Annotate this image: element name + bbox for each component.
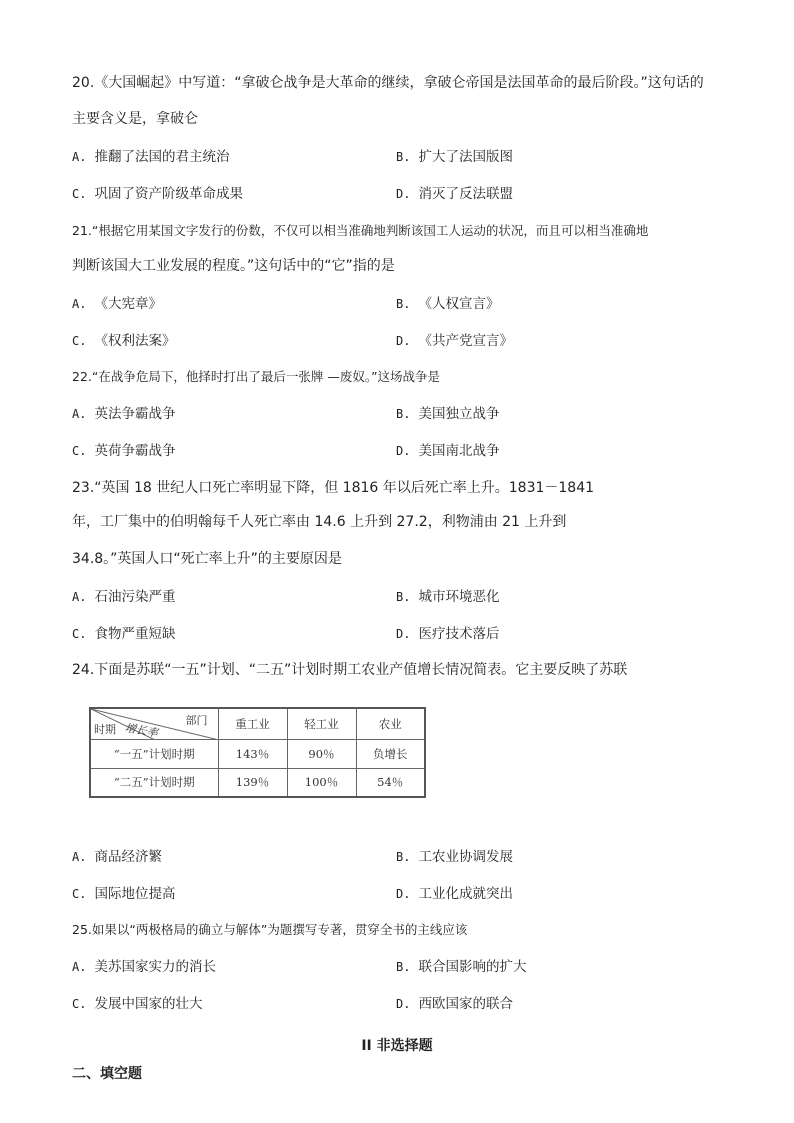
q22-stem-line1: 22.“在战争危局下，他择时打出了最后一张牌 —废奴。”这场战争是 [72,369,441,384]
q25-option-a: A. 美苏国家实力的消长 [72,959,216,975]
table-cell: 139％ [218,768,287,797]
table-header-cell: 轻工业 [287,708,356,739]
q22-option-c: C. 英荷争霸战争 [72,443,176,459]
table-row [90,739,425,768]
table-cell: 负增长 [356,739,425,768]
q24-stem-line1: 24.下面是苏联“一五”计划、“二五”计划时期工农业产值增长情况简表。它主要反映了苏联 [72,662,628,678]
part-two-title: II 非选择题 [361,1038,433,1054]
q21-option-a: A. 《大宪章》 [72,296,162,312]
table-cell: 90％ [287,739,356,768]
corner-period-label: 时期 [94,722,116,736]
corner-rate-label: 增长率 [124,721,159,740]
q20-option-d: D. 消灭了反法联盟 [396,186,513,202]
q23-stem-line1: 23.“英国 18 世纪人口死亡率明显下降，但 1816 年以后死亡率上升。1831－1841 [72,480,595,496]
q21-stem-line2: 判断该国大工业发展的程度。”这句话中的“它”指的是 [72,258,395,274]
table-cell: 143％ [218,739,287,768]
table-corner-cell [90,708,218,739]
q24-option-d: D. 工业化成就突出 [396,886,513,902]
q22-option-b: B. 美国独立战争 [396,406,500,422]
section-title-fill-blank: 二、填空题 [72,1066,142,1082]
table-row-label: “一五”计划时期 [90,739,218,768]
q20-option-b: B. 扩大了法国版图 [396,149,513,165]
q23-stem-line2: 年，工厂集中的伯明翰每千人死亡率由 14.6 上升到 27.2，利物浦由 21 上升到 [72,514,567,530]
q23-option-a: A. 石油污染严重 [72,589,176,605]
q25-stem-line1: 25.如果以“两极格局的确立与解体”为题撰写专著，贯穿全书的主线应该 [72,922,468,937]
q25-option-b: B. 联合国影响的扩大 [396,959,527,975]
table-header-row [90,708,425,739]
growth-table [89,707,426,798]
table-row-label: “二五”计划时期 [90,768,218,797]
q20-stem-line2: 主要含义是，拿破仑 [72,111,198,127]
q22-option-d: D. 美国南北战争 [396,443,500,459]
q22-option-a: A. 英法争霸战争 [72,406,176,422]
q24-option-a: A. 商品经济繁 [72,849,162,865]
q23-option-d: D. 医疗技术落后 [396,626,500,642]
table-row [90,768,425,797]
q21-option-b: B. 《人权宣言》 [396,296,500,312]
q23-stem-line3: 34.8。”英国人口“死亡率上升”的主要原因是 [72,551,342,567]
q20-stem-line1: 20.《大国崛起》中写道：“拿破仑战争是大革命的继续，拿破仑帝国是法国革命的最后阶段。”这句话的 [72,75,704,91]
q21-stem-line1: 21.“根据它用某国文字发行的份数，不仅可以相当准确地判断该国工人运动的状况，而且可以相当准确地 [72,223,649,238]
table-header-cell: 重工业 [218,708,287,739]
q20-option-a: A. 推翻了法国的君主统治 [72,149,230,165]
q23-option-b: B. 城市环境恶化 [396,589,500,605]
q24-option-c: C. 国际地位提高 [72,886,176,902]
table-cell: 54％ [356,768,425,797]
q20-option-c: C. 巩固了资产阶级革命成果 [72,186,243,202]
q25-option-c: C. 发展中国家的壮大 [72,996,203,1012]
corner-dept-label: 部门 [185,714,208,727]
q24-option-b: B. 工农业协调发展 [396,849,513,865]
q21-option-d: D. 《共产党宣言》 [396,333,513,349]
q25-option-d: D. 西欧国家的联合 [396,996,513,1012]
table-cell: 100％ [287,768,356,797]
q21-option-c: C. 《权利法案》 [72,333,176,349]
q23-option-c: C. 食物严重短缺 [72,626,176,642]
table-header-cell: 农业 [356,708,425,739]
